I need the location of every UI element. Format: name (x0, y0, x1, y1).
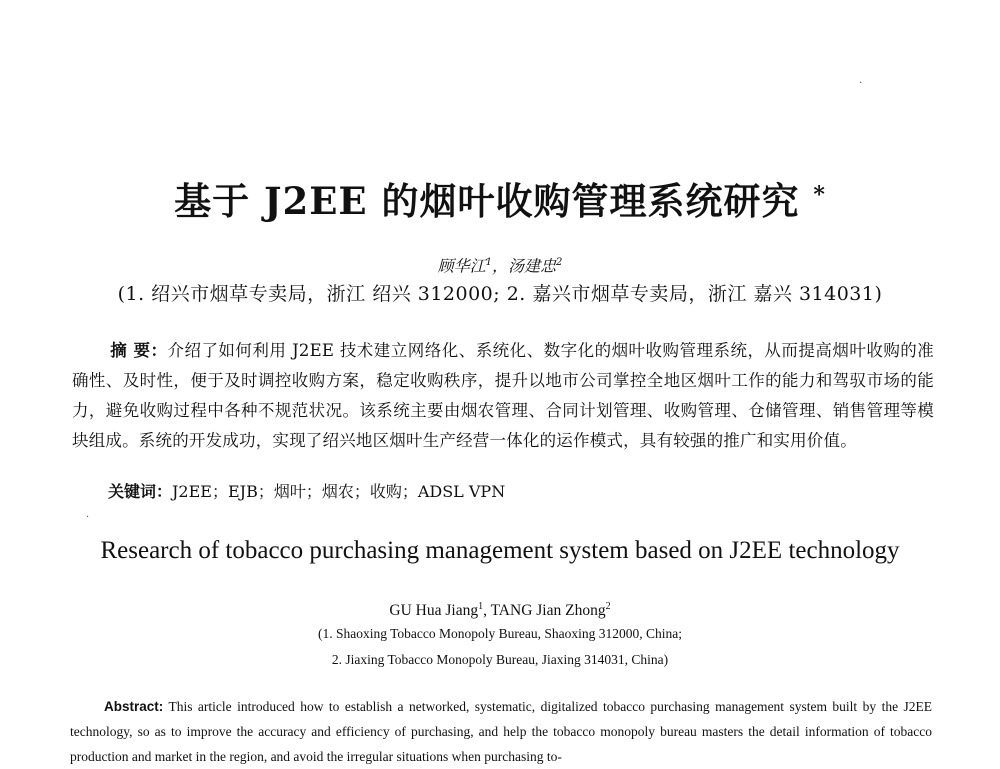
chinese-title (0, 176, 1000, 226)
english-affiliation-1: (1. Shaoxing Tobacco Monopoly Bureau, Shaoxing 312000, China; (317, 626, 683, 641)
chinese-keywords-text: J2EE；EJB；烟叶；烟农；收购；ADSL VPN (172, 482, 506, 501)
english-abstract-text: This article introduced how to establish a networked, systematic, digitalized tobacco purchasing management system built by the J2EE technology, so as to improve the accuracy and efficiency of purchasing, and help the tobacco monopoly bureau masters the detail information of tobacco production and market in the region, and avoid the irregular situations when purchasing to- (70, 699, 932, 764)
chinese-author-1-sup: 1 (485, 257, 492, 268)
english-author-separator: , (483, 602, 491, 620)
chinese-authors (0, 252, 1000, 277)
chinese-abstract-label: 摘 要： (110, 341, 168, 360)
chinese-abstract (72, 336, 934, 456)
chinese-title-text: 基于 J2EE 的烟叶收购管理系统研究 (174, 179, 800, 223)
chinese-title-footnote-mark: * (813, 182, 826, 208)
chinese-author-2: 汤建忠 (508, 256, 557, 276)
stray-mark-left: · (86, 512, 90, 523)
english-author-1-sup: 1 (478, 601, 484, 612)
chinese-keywords-label: 关键词： (108, 482, 173, 501)
chinese-abstract-text: 介绍了如何利用 J2EE 技术建立网络化、系统化、数字化的烟叶收购管理系统，从而提高烟叶收购的准确性、及时性，便于及时调控收购方案，稳定收购秩序，提升以地市公司掌控全地区烟叶工作的能力和驾驭市场的能力，避免收购过程中各种不规范状况。该系统主要由烟农管理、合同计划管理、收购管理、仓储管理、销售管理等模块组成。系统的开发成功，实现了绍兴地区烟叶生产经营一体化的运作模式，具有较强的推广和实用价值。 (72, 341, 934, 450)
english-author-1: GU Hua Jiang (389, 602, 479, 620)
english-title: Research of tobacco purchasing management system based on J2EE technology (100, 537, 900, 564)
chinese-author-separator: ， (491, 256, 508, 276)
english-affiliation-2: 2. Jiaxing Tobacco Monopoly Bureau, Jiaxing 314031, China) (331, 652, 669, 667)
english-author-2: TANG Jian Zhong (490, 602, 606, 620)
chinese-author-1: 顾华江 (437, 256, 486, 276)
stray-mark-top: · (859, 78, 863, 89)
chinese-author-2-sup: 2 (556, 257, 563, 268)
english-abstract (70, 694, 932, 769)
chinese-keywords (108, 481, 505, 503)
english-abstract-label: Abstract: (104, 699, 164, 714)
english-authors (0, 596, 1000, 622)
chinese-affiliations: (1. 绍兴市烟草专卖局，浙江 绍兴 312000; 2. 嘉兴市烟草专卖局，浙江 嘉兴 314031) (117, 283, 883, 305)
english-author-2-sup: 2 (605, 601, 611, 612)
